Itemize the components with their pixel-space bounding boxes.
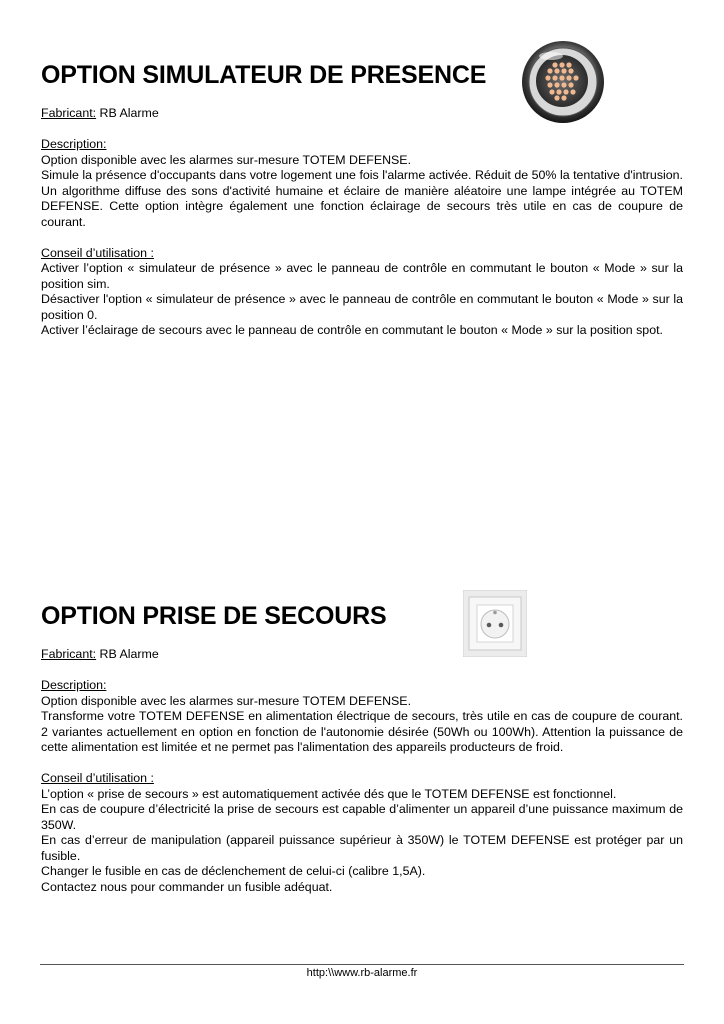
section2-description-line: Transforme votre TOTEM DEFENSE en alimentation électrique de secours, très utile en cas de coupure de courant. 2 variantes actuellement en option en fonction de l'autonomie désirée (50Wh ou 100Wh). Attention la puissance de cette alimentation est limitée et ne permet pas l'alimentation des appareils producteurs de froid. <box>41 709 683 754</box>
section2-title: OPTION PRISE DE SECOURS <box>41 602 387 630</box>
section1-body <box>41 106 683 339</box>
section2-conseil-line: En cas d’erreur de manipulation (appareil puissance supérieur à 350W) le TOTEM DEFENSE est protéger par un fusible. <box>41 833 683 863</box>
section2-description-line: Option disponible avec les alarmes sur-mesure TOTEM DEFENSE. <box>41 693 412 708</box>
section1-title: OPTION SIMULATEUR DE PRESENCE <box>41 61 487 89</box>
section1-conseil-line: Activer l’éclairage de secours avec le panneau de contrôle en commutant le bouton « Mode » sur la position spot. <box>41 323 663 337</box>
section2-fabricant <box>41 647 683 663</box>
section2-conseil-label: Conseil d’utilisation : <box>41 771 154 785</box>
section2-conseil-line: Contactez nous pour commander un fusible adéquat. <box>41 879 333 894</box>
footer-divider <box>40 964 684 965</box>
section1-conseil-line: Activer l’option « simulateur de présence » avec le panneau de contrôle en commutant le bouton « Mode » sur la position sim. <box>41 261 683 291</box>
section2-conseil-line: Changer le fusible en cas de déclenchement de celui-ci (calibre 1,5A). <box>41 864 426 878</box>
section1-fabricant-value: RB Alarme <box>96 106 159 120</box>
section2-body <box>41 647 683 895</box>
section1-fabricant-label: Fabricant: <box>41 106 97 120</box>
section1-conseil-line: Désactiver l'option « simulateur de présence » avec le panneau de contrôle en commutant le bouton « Mode » sur la position 0. <box>41 292 683 322</box>
section2-conseil-line: En cas de coupure d’électricité la prise de secours est capable d’alimenter un appareil d’une puissance maximum de 350W. <box>41 802 683 832</box>
section2-description-label: Description: <box>41 678 107 692</box>
section2-fabricant-label: Fabricant: <box>41 647 97 661</box>
section2-conseil-line: L’option « prise de secours » est automatiquement activée dés que le TOTEM DEFENSE est fonctionnel. <box>41 786 617 801</box>
section1-description-line: Option disponible avec les alarmes sur-mesure TOTEM DEFENSE. <box>41 152 412 167</box>
section1-conseil-label: Conseil d’utilisation : <box>41 245 154 260</box>
section1-fabricant <box>41 106 683 122</box>
section1-description-line: Simule la présence d'occupants dans votre logement une fois l'alarme activée. Réduit de 50% la tentative d'intrusion. Un algorithme diffuse des sons d'activité humaine et éclaire de manière aléatoire une lampe intégrée au TOTEM DEFENSE. Cette option intègre également une fonction éclairage de secours très utile en cas de coupure de courant. <box>41 168 683 229</box>
section2-fabricant-value: RB Alarme <box>96 647 159 661</box>
footer-url: http:\\www.rb-alarme.fr <box>306 967 418 979</box>
section1-description-label: Description: <box>41 137 107 151</box>
